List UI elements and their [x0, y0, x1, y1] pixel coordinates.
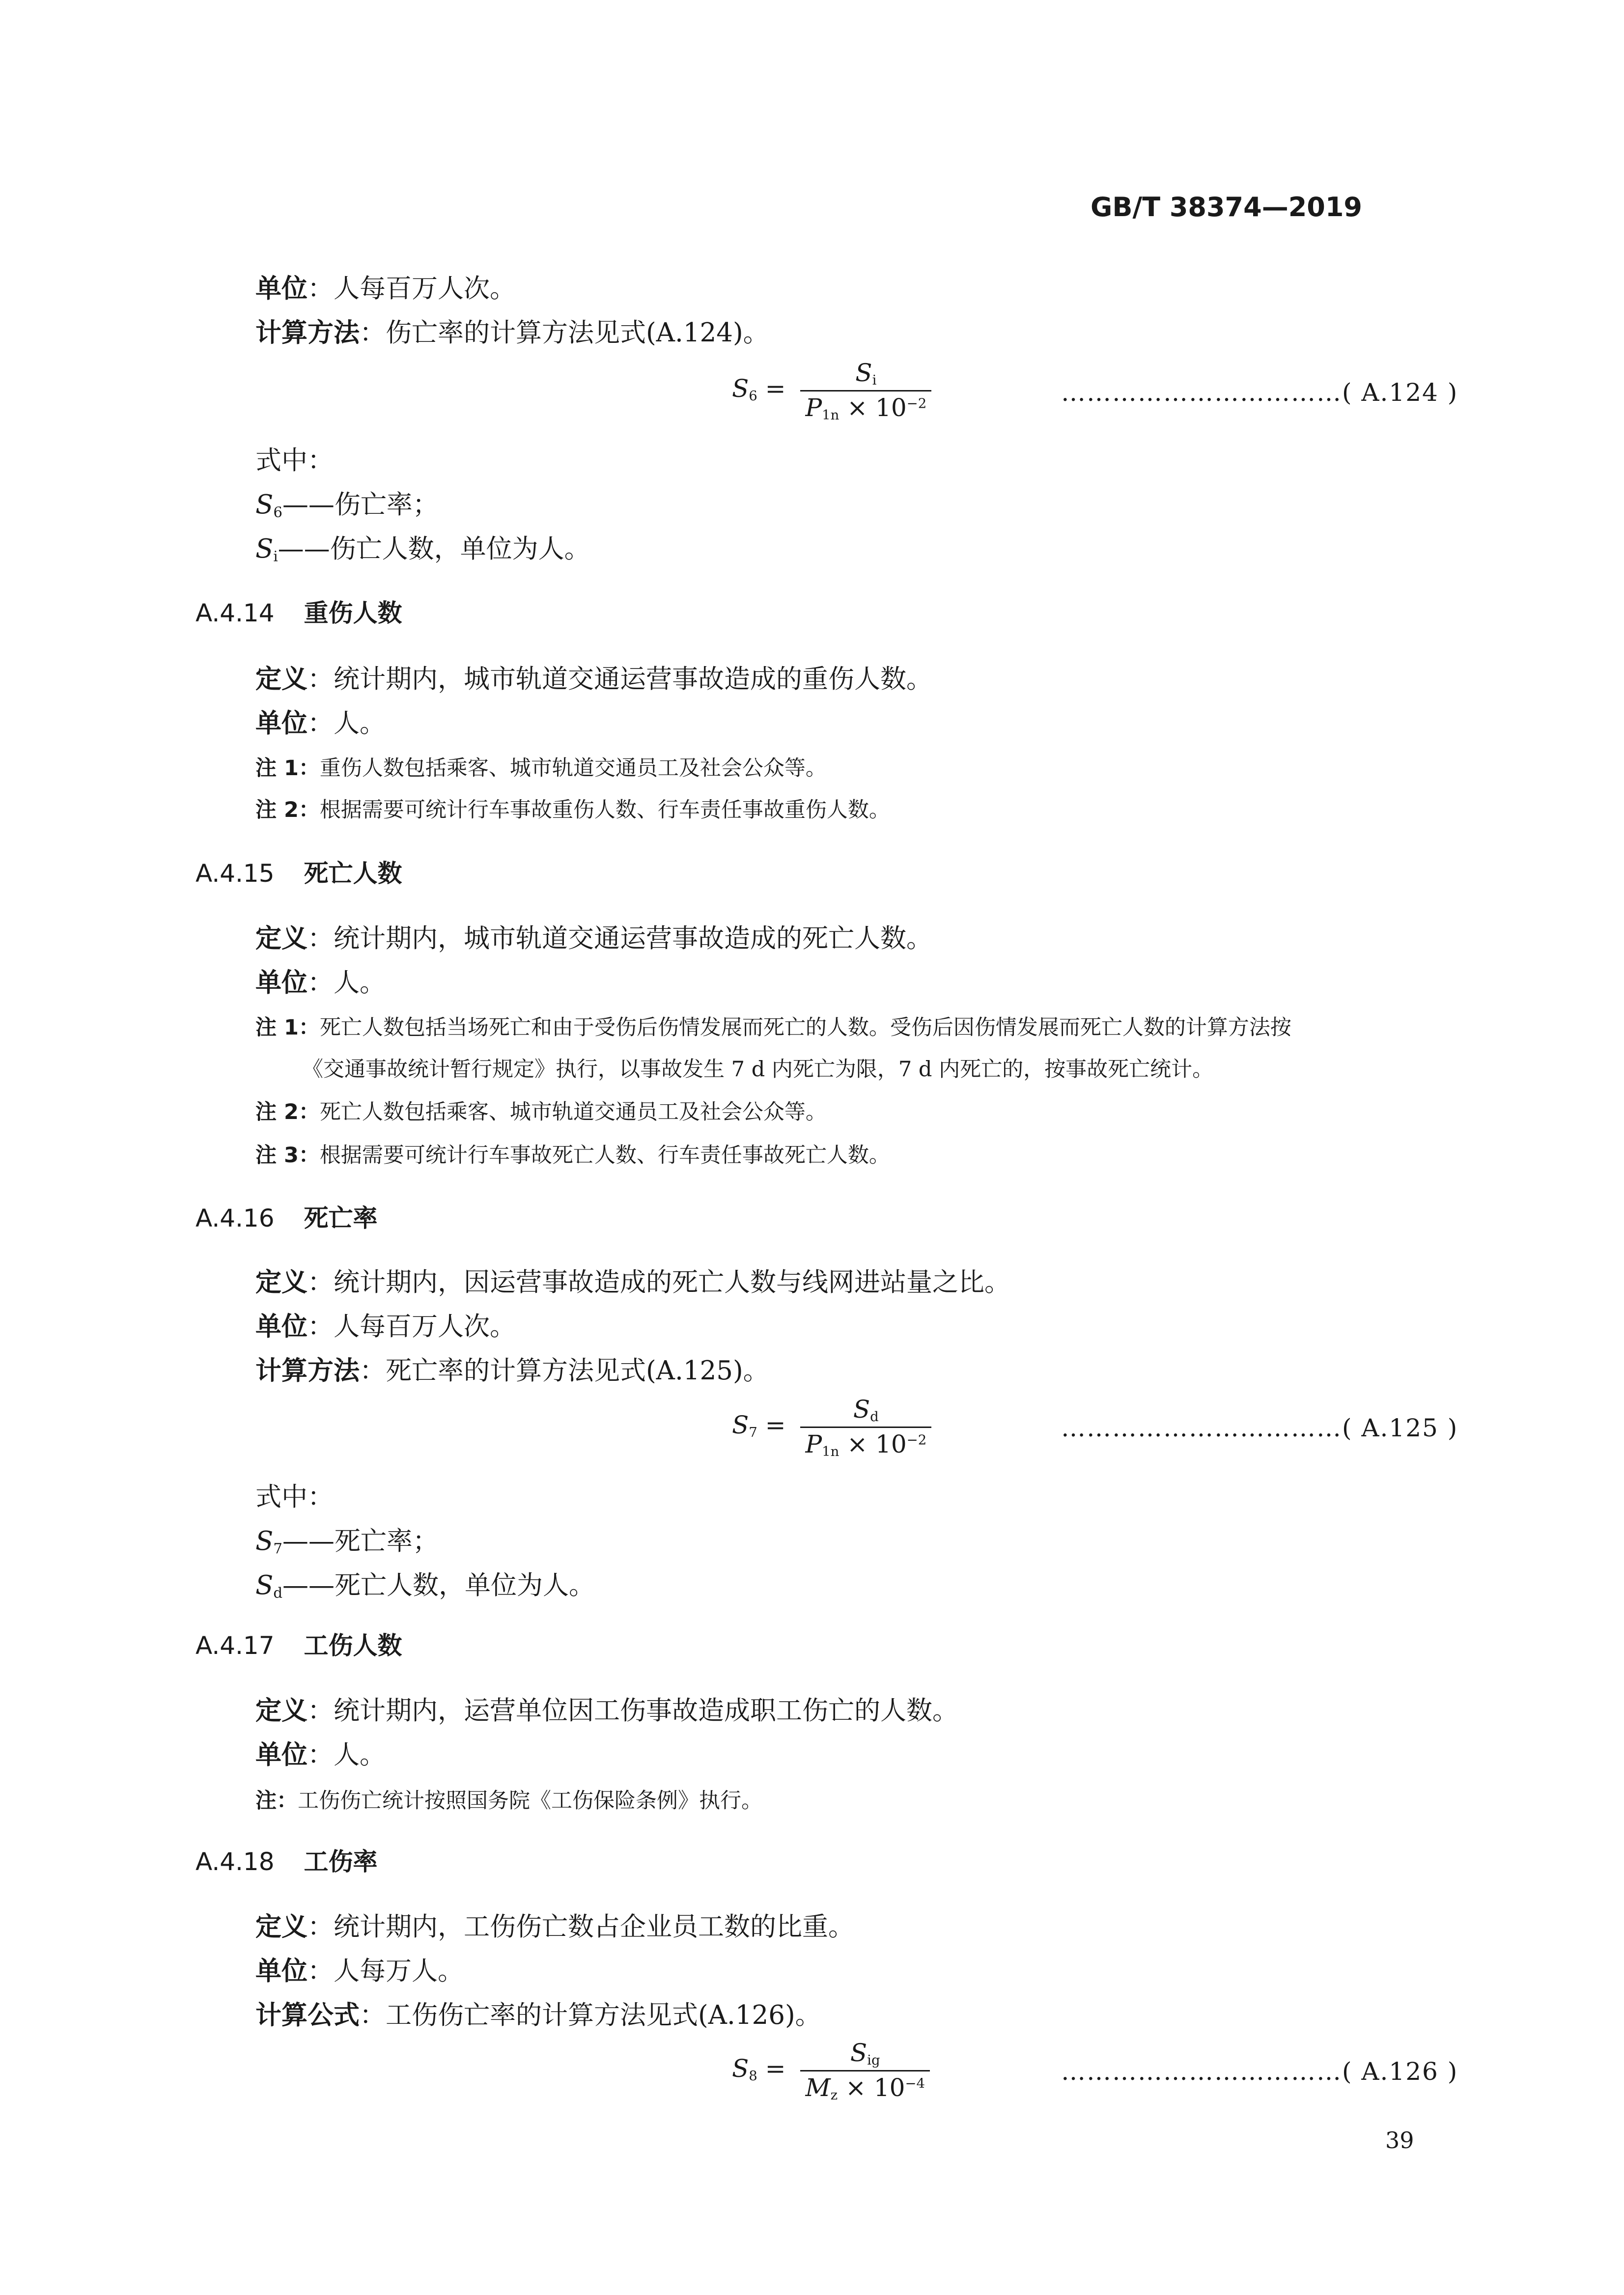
formula-a124: [732, 359, 931, 423]
variable-definition: $S_7——$死亡率；: [255, 1526, 439, 1557]
variable-definition: $S_d——$死亡人数，单位为人。: [255, 1570, 595, 1601]
unit-line: 单位：人每万人。: [255, 1956, 464, 1986]
definition-line: 定义：统计期内，因运营事故造成的死亡人数与线网进站量之比。: [255, 1267, 1010, 1297]
unit-line: 单位：人。: [255, 968, 386, 998]
calc-formula-line: 计算公式：工伤伤亡率的计算方法见式(A.126)。: [255, 2000, 821, 2030]
definition-line: 定义：统计期内，运营单位因工伤事故造成职工伤亡的人数。: [255, 1696, 958, 1726]
formula-a125: [732, 1395, 931, 1459]
section-heading-a417: A.4.17 工伤人数: [196, 1631, 402, 1660]
section-heading-a416: A.4.16 死亡率: [196, 1204, 378, 1232]
formula-lhs: $S_8$ =: [732, 2054, 786, 2084]
definition-line: 定义：统计期内，城市轨道交通运营事故造成的死亡人数。: [255, 924, 932, 953]
unit-line: 单位：人。: [255, 708, 386, 738]
definition-line: 定义：统计期内，城市轨道交通运营事故造成的重伤人数。: [255, 664, 932, 694]
formula-lhs: $S_7$ =: [732, 1411, 786, 1441]
note-continuation: 《交通事故统计暂行规定》执行，以事故发生 7 d 内死亡为限，7 d 内死亡的，按事故死亡统计。: [302, 1057, 1214, 1082]
formula-ref-a124: ……………………………( A.124 ): [1061, 378, 1458, 407]
unit-line: 单位：人每百万人次。: [255, 274, 516, 304]
note-line: 注 1：死亡人数包括当场死亡和由于受伤后伤情发展而死亡的人数。受伤后因伤情发展而死亡人数的计算方法按: [255, 1015, 1291, 1040]
definition-line: 定义：统计期内，工伤伤亡数占企业员工数的比重。: [255, 1912, 854, 1942]
note-line: 注 2：根据需要可统计行车事故重伤人数、行车责任事故重伤人数。: [255, 798, 890, 822]
note-line: 注：工伤伤亡统计按照国务院《工伤保险条例》执行。: [255, 1789, 762, 1813]
section-heading-a414: A.4.14 重伤人数: [196, 599, 402, 627]
section-heading-a415: A.4.15 死亡人数: [196, 859, 402, 888]
unit-line: 单位：人每百万人次。: [255, 1312, 516, 1342]
standard-number: GB/T 38374—2019: [1091, 192, 1362, 223]
formula-fraction: $\frac{S_{ig}}{M_z \times 10^{-4}}$: [800, 2039, 930, 2103]
note-line: 注 1：重伤人数包括乘客、城市轨道交通员工及社会公众等。: [255, 756, 827, 781]
formula-lhs: $S_6$ =: [732, 374, 786, 404]
unit-line: 单位：人。: [255, 1740, 386, 1770]
formula-a126: [732, 2039, 930, 2103]
formula-fraction: $\frac{S_d}{P_{1n} \times 10^{-2}}$: [800, 1395, 931, 1459]
note-line: 注 2：死亡人数包括乘客、城市轨道交通员工及社会公众等。: [255, 1100, 827, 1124]
calc-method-line: 计算方法：死亡率的计算方法见式(A.125)。: [255, 1356, 769, 1386]
calc-method-line: 计算方法：伤亡率的计算方法见式(A.124)。: [255, 318, 769, 348]
variable-definition: $S_6——$伤亡率；: [255, 490, 439, 521]
section-heading-a418: A.4.18 工伤率: [196, 1847, 378, 1876]
page-number: 39: [1385, 2127, 1414, 2154]
formula-ref-a126: ……………………………( A.126 ): [1061, 2057, 1458, 2086]
formula-ref-a125: ……………………………( A.125 ): [1061, 1414, 1458, 1442]
where-label: 式中：: [255, 1482, 334, 1512]
where-label: 式中：: [255, 446, 334, 476]
variable-definition: $S_i——$伤亡人数，单位为人。: [255, 534, 590, 565]
note-line: 注 3：根据需要可统计行车事故死亡人数、行车责任事故死亡人数。: [255, 1143, 890, 1168]
formula-fraction: $\frac{S_i}{P_{1n} \times 10^{-2}}$: [800, 359, 931, 423]
